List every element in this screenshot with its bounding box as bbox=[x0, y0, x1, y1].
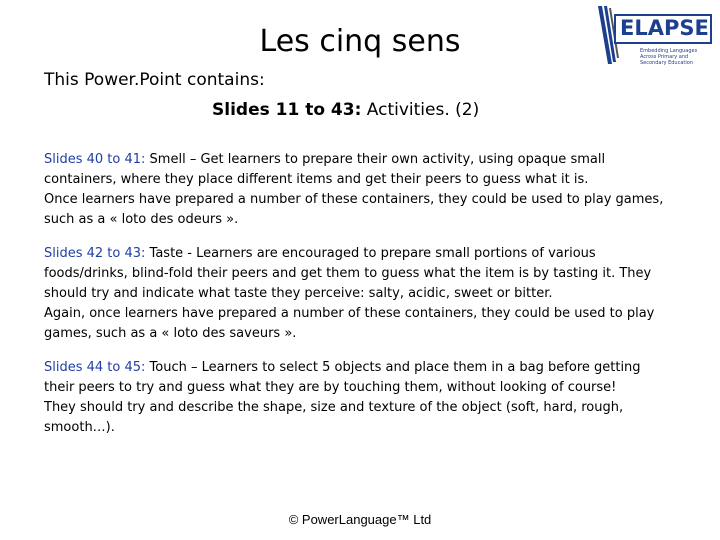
section-label: Slides 42 to 43: bbox=[44, 246, 146, 261]
paragraph-line: foods/drinks, blind-fold their peers and get them to guess what the item is by tasting it. They bbox=[44, 266, 652, 281]
paragraph-line: They should try and describe the shape, size and texture of the object (soft, hard, rough, bbox=[44, 400, 624, 415]
paragraph-line: their peers to try and guess what they are by touching them, without looking of course! bbox=[44, 380, 617, 395]
paragraph-line: Again, once learners have prepared a number of these containers, they could be used to play bbox=[44, 306, 655, 321]
logo-tagline: Embedding Languages Across Primary and Secondary Education bbox=[640, 48, 698, 66]
section-label: Slides 40 to 41: bbox=[44, 152, 146, 167]
subheading-rest: Activities. (2) bbox=[366, 100, 480, 120]
page-title: Les cinq sens bbox=[259, 24, 461, 59]
taste-paragraph bbox=[44, 244, 674, 344]
paragraph-line: Taste - Learners are encouraged to prepare small portions of various bbox=[145, 246, 596, 261]
paragraph-line: Touch – Learners to select 5 objects and place them in a bag before getting bbox=[145, 360, 641, 375]
elapse-logo bbox=[596, 4, 714, 66]
copyright-footer: © PowerLanguage™ Ltd bbox=[288, 512, 432, 527]
touch-paragraph bbox=[44, 358, 674, 438]
paragraph-line: games, such as a « loto des saveurs ». bbox=[44, 326, 297, 341]
logo-wordmark: ELAPSE bbox=[620, 16, 709, 40]
smell-paragraph bbox=[44, 150, 674, 230]
subheading-range: Slides 11 to 43: bbox=[212, 100, 362, 120]
paragraph-line: Once learners have prepared a number of these containers, they could be used to play games, bbox=[44, 192, 664, 207]
slides-subheading bbox=[212, 100, 479, 120]
paragraph-line: such as a « loto des odeurs ». bbox=[44, 212, 239, 227]
paragraph-line: should try and indicate what taste they perceive: salty, acidic, sweet or bitter. bbox=[44, 286, 553, 301]
paragraph-line: Smell – Get learners to prepare their own activity, using opaque small bbox=[145, 152, 606, 167]
paragraph-line: smooth…). bbox=[44, 420, 115, 435]
intro-text: This Power.Point contains: bbox=[44, 70, 265, 90]
paragraph-line: containers, where they place different items and get their peers to guess what it is. bbox=[44, 172, 589, 187]
section-label: Slides 44 to 45: bbox=[44, 360, 146, 375]
